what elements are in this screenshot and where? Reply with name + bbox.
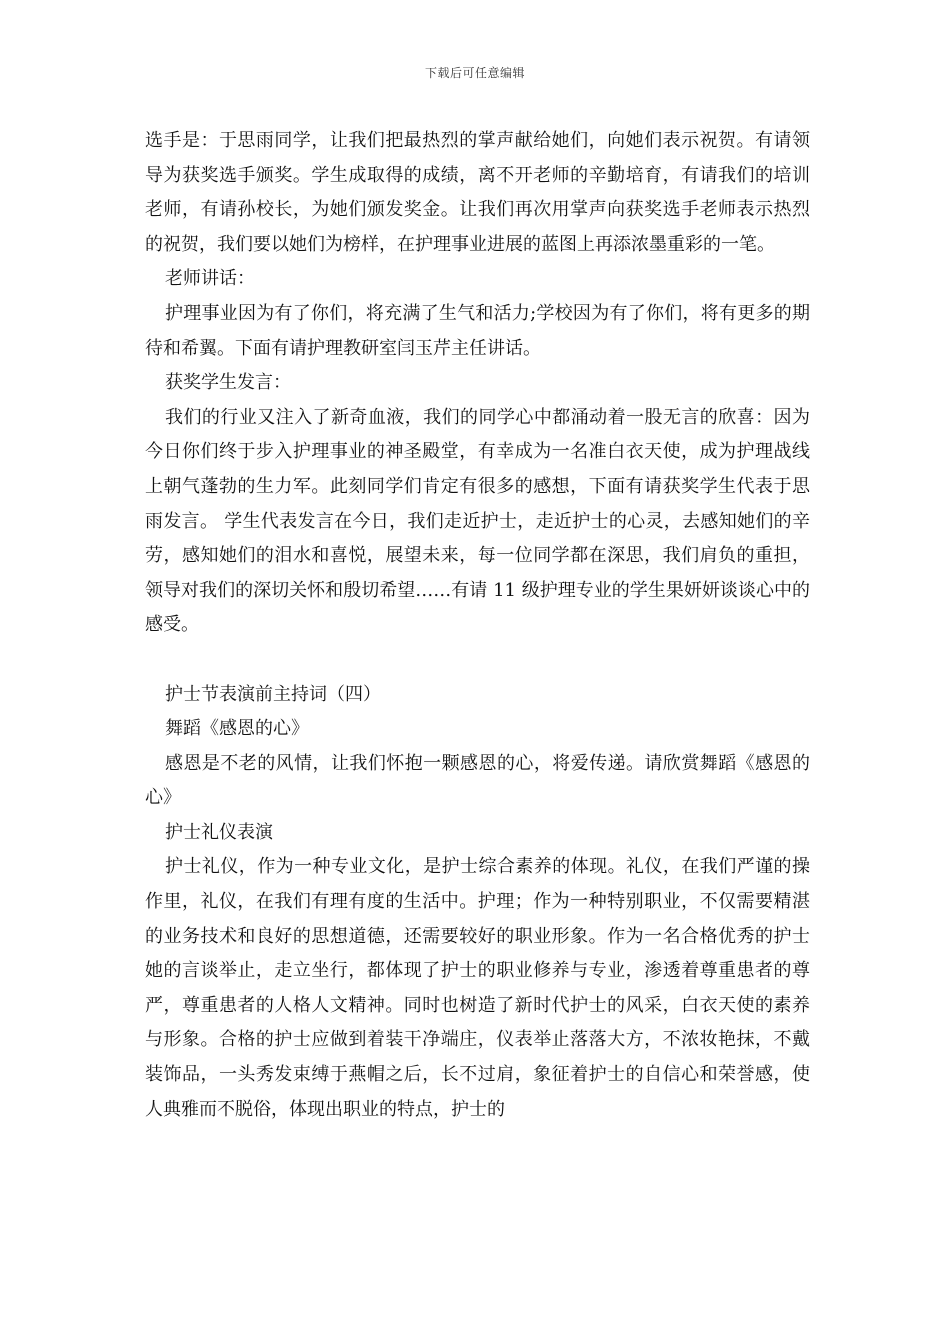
paragraph-teacher-speech: 护理事业因为有了你们，将充满了生气和活力;学校因为有了你们，将有更多的期待和希翼。下面有请护理教研室闫玉芹主任讲话。 xyxy=(145,302,810,359)
program-item-etiquette: 护士礼仪表演 xyxy=(165,821,273,843)
paragraph-student-speech-heading: 获奖学生发言： xyxy=(165,372,291,394)
paragraph-etiquette-intro: 护士礼仪，作为一种专业文化，是护士综合素养的体现。礼仪，在我们严谨的操作里，礼仪，在我们有理有度的生活中。护理；作为一种特别职业，不仅需要精湛的业务技术和良好的思想道德，还需要较好的职业形象。作为一名合格优秀的护士她的言谈举止，走立坐行，都体现了护士的职业修养与专业，渗透着尊重患者的尊严，尊重患者的人格人文精神。同时也树造了新时代护士的风采，白衣天使的素养与形象。合格的护士应做到着装干净端庄，仪表举止落落大方，不浓妆艳抹，不戴装饰品，一头秀发束缚于燕帽之后，长不过肩，象征着护士的自信心和荣誉感，使人典雅而不脱俗，体现出职业的特点，护士的 xyxy=(145,856,810,1120)
section-gap xyxy=(145,643,810,678)
paragraph-student-speech: 我们的行业又注入了新奇血液，我们的同学心中都涌动着一股无言的欣喜：因为今日你们终于步入护理事业的神圣殿堂，有幸成为一名准白衣天使，成为护理战线上朝气蓬勃的生力军。此刻同学们肯定有很多的感想，下面有请获奖学生代表于思雨发言。 学生代表发言在今日，我们走近护士，走近护士的心灵，去感知她们的辛劳，感知她们的泪水和喜悦，展望未来，每一位同学都在深思，我们肩负的重担，领导对我们的深切关怀和殷切希望……有请 11 级护理专业的学生果妍妍谈谈心中的感受。 xyxy=(145,406,810,636)
section-title: 护士节表演前主持词（四） xyxy=(165,683,381,705)
paragraph-teacher-speech-heading: 老师讲话： xyxy=(165,268,255,290)
program-item-dance: 舞蹈《感恩的心》 xyxy=(165,718,309,740)
page-header: 下载后可任意编辑 xyxy=(424,66,525,80)
paragraph-dance-intro: 感恩是不老的风情，让我们怀抱一颗感恩的心，将爱传递。请欣赏舞蹈《感恩的心》 xyxy=(145,752,810,809)
document-body xyxy=(145,124,810,1127)
paragraph-award-ceremony: 选手是：于思雨同学，让我们把最热烈的掌声献给她们，向她们表示祝贺。有请领导为获奖选手颁奖。学生成取得的成绩，离不开老师的辛勤培育，有请我们的培训老师，有请孙校长，为她们颁发奖金。让我们再次用掌声向获奖选手老师表示热烈的祝贺，我们要以她们为榜样，在护理事业进展的蓝图上再添浓墨重彩的一笔。 xyxy=(145,130,810,255)
